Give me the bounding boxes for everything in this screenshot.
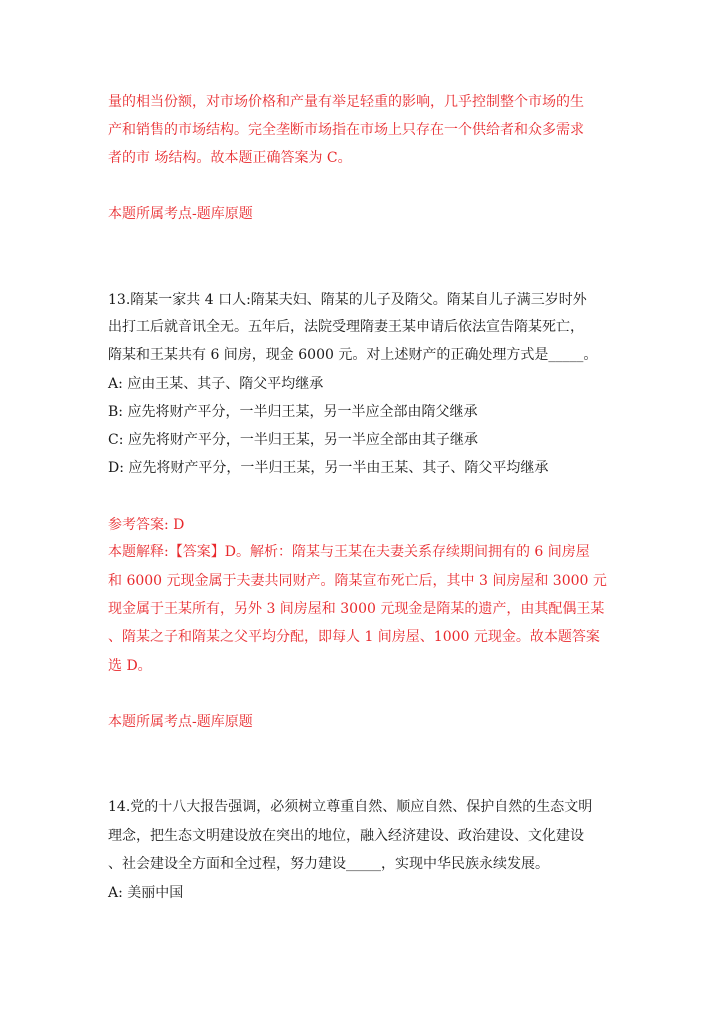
q14-stem-line: 、社会建设全方面和全过程，努力建设_____，实现中华民族永续发展。 — [108, 856, 549, 872]
q14-stem-line: 14.党的十八大报告强调，必须树立尊重自然、顺应自然、保护自然的生态文明 — [108, 799, 593, 815]
prev-explanation-line: 者的市 场结构。故本题正确答案为 C。 — [108, 150, 352, 166]
q13-option-c: C: 应先将财产平分，一半归王某，另一半应全部由其子继承 — [108, 432, 478, 448]
source-note: 本题所属考点-题库原题 — [108, 206, 253, 222]
q13-option-a: A: 应由王某、其子、隋父平均继承 — [108, 376, 324, 392]
q13-stem-line: 出打工后就音讯全无。五年后，法院受理隋妻王某申请后依法宣告隋某死亡， — [108, 319, 584, 335]
q13-explanation-line: 、隋某之子和隋某之父平均分配，即每人 1 间房屋、1000 元现金。故本题答案 — [108, 629, 600, 645]
q14-option-a: A: 美丽中国 — [108, 885, 184, 901]
q13-explanation-line: 和 6000 元现金属于夫妻共同财产。隋某宣布死亡后，其中 3 间房屋和 3000 元 — [108, 573, 607, 589]
q13-explanation-line: 本题解释:【答案】D。解析：隋某与王某在夫妻关系存续期间拥有的 6 间房屋 — [108, 544, 590, 560]
q14-stem-line: 理念，把生态文明建设放在突出的地位，融入经济建设、政治建设、文化建设 — [108, 828, 584, 844]
q13-answer: 参考答案: D — [108, 517, 185, 533]
prev-explanation-line: 量的相当份额，对市场价格和产量有举足轻重的影响，几乎控制整个市场的生 — [108, 94, 584, 110]
source-note: 本题所属考点-题库原题 — [108, 714, 253, 730]
q13-stem-line: 13.隋某一家共 4 口人:隋某夫妇、隋某的儿子及隋父。隋某自儿子满三岁时外 — [108, 292, 587, 308]
prev-explanation-line: 产和销售的市场结构。完全垄断市场指在市场上只存在一个供给者和众多需求 — [108, 122, 584, 138]
q13-explanation-line: 选 D。 — [108, 658, 152, 674]
q13-explanation-line: 现金属于王某所有，另外 3 间房屋和 3000 元现金是隋某的遗产，由其配偶王某 — [108, 601, 605, 617]
q13-stem-line: 隋某和王某共有 6 间房，现金 6000 元。对上述财产的正确处理方式是_____。 — [108, 347, 598, 363]
q13-option-b: B: 应先将财产平分，一半归王某，另一半应全部由隋父继承 — [108, 404, 478, 420]
q13-option-d: D: 应先将财产平分，一半归王某，另一半由王某、其子、隋父平均继承 — [108, 460, 549, 476]
